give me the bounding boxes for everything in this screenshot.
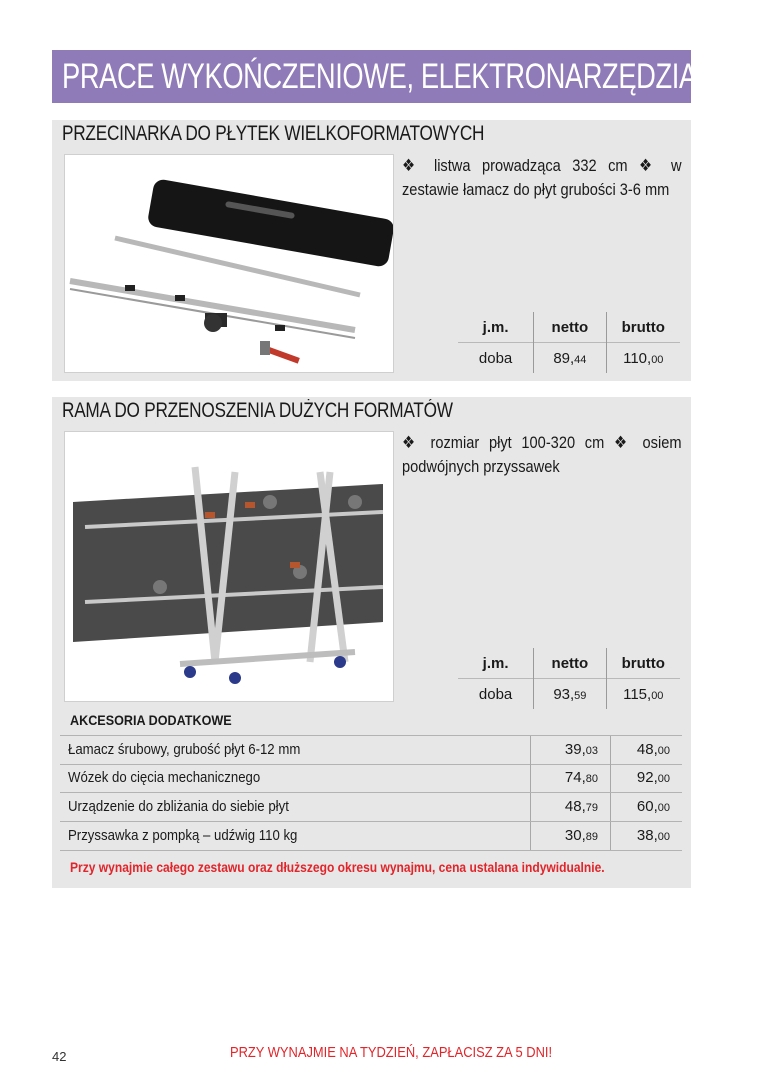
table-row [60, 793, 682, 822]
transport-frame-illustration [65, 432, 393, 701]
accessory-gross-price: 38,00 [610, 822, 682, 850]
section-title: PRACE WYKOŃCZENIOWE, ELEKTRONARZĘDZIA [62, 57, 697, 96]
price-table [458, 312, 680, 373]
product-title: PRZECINARKA DO PŁYTEK WIELKOFORMATOWYCH [62, 122, 485, 145]
accessory-net-price: 30,89 [530, 822, 610, 850]
net-header: netto [534, 312, 606, 343]
accessory-name: Łamacz śrubowy, grubość płyt 6-12 mm [68, 741, 301, 758]
accessory-name: Wózek do cięcia mechanicznego [68, 769, 261, 786]
accessory-name: Przyssawka z pompką – udźwig 110 kg [68, 827, 298, 844]
gross-header: brutto [606, 312, 680, 343]
tile-cutter-illustration [65, 155, 393, 372]
accessories-heading: AKCESORIA DODATKOWE [70, 712, 232, 728]
product-panel-transport-frame [52, 397, 691, 888]
accessory-gross-price: 92,00 [610, 764, 682, 792]
unit-cell: doba [458, 343, 534, 374]
accessory-net-price: 39,03 [530, 736, 610, 764]
accessory-net-price: 74,80 [530, 764, 610, 792]
product-title: RAMA DO PRZENOSZENIA DUŻYCH FORMATÓW [62, 399, 453, 422]
gross-price: 110,00 [606, 343, 680, 374]
gross-header: brutto [606, 648, 680, 679]
product-image-transport-frame [64, 431, 394, 702]
accessory-net-price: 48,79 [530, 793, 610, 821]
table-row [60, 764, 682, 793]
accessory-gross-price: 60,00 [610, 793, 682, 821]
net-price: 89,44 [534, 343, 606, 374]
accessory-name: Urządzenie do zbliżania do siebie płyt [68, 798, 289, 815]
net-price: 93,59 [534, 679, 606, 710]
product-description: ❖ rozmiar płyt 100-320 cm ❖ osiem podwójnych przyssawek [402, 433, 682, 476]
product-description: ❖ listwa prowadząca 332 cm ❖ w zestawie łamacz do płyt grubości 3-6 mm [402, 156, 682, 199]
table-row [60, 822, 682, 851]
product-panel-tile-cutter [52, 120, 691, 381]
section-banner [52, 50, 697, 103]
table-row [60, 735, 682, 765]
gross-price: 115,00 [606, 679, 680, 710]
accessory-gross-price: 48,00 [610, 736, 682, 764]
net-header: netto [534, 648, 606, 679]
product-image-tile-cutter [64, 154, 394, 373]
page-number: 42 [52, 1049, 67, 1064]
price-table [458, 648, 680, 709]
unit-cell: doba [458, 679, 534, 710]
unit-header: j.m. [482, 318, 509, 336]
footer-slogan: PRZY WYNAJMIE NA TYDZIEŃ, ZAPŁACISZ ZA 5 DNI! [230, 1044, 553, 1061]
pricing-note: Przy wynajmie całego zestawu oraz dłuższego okresu wynajmu, cena ustalana indywidualnie. [70, 859, 605, 875]
unit-header: j.m. [482, 654, 509, 672]
